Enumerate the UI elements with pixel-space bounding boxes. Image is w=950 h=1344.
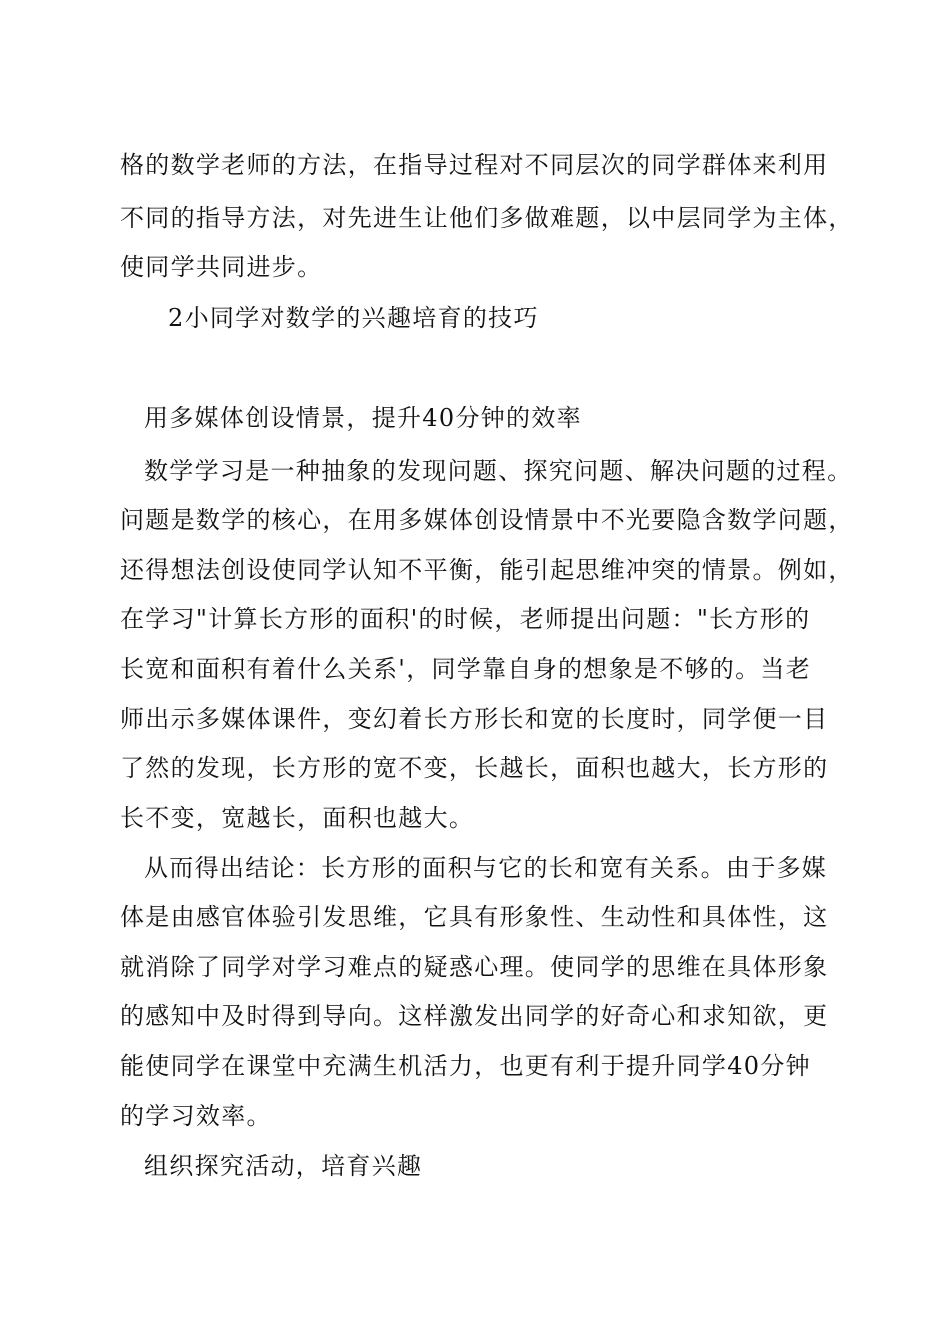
text-line: 长宽和面积有着什么关系'，同学靠自身的想象是不够的。当老 (120, 655, 811, 683)
text-line: 格的数学老师的方法，在指导过程对不同层次的同学群体来利用 (120, 151, 829, 179)
text-line: 了然的发现，长方形的宽不变，长越长，面积也越大，长方形的 (120, 754, 829, 782)
text-line: 从而得出结论：长方形的面积与它的长和宽有关系。由于多媒 (144, 854, 828, 882)
text-line: 就消除了同学对学习难点的疑惑心理。使同学的思维在具体形象 (120, 953, 829, 981)
text-line: 能使同学在课堂中充满生机活力，也更有利于提升同学40分钟 (120, 1052, 811, 1080)
text-line: 长不变，宽越长，面积也越大。 (120, 804, 475, 832)
subheading: 组织探究活动，培育兴趣 (144, 1152, 423, 1180)
subheading: 用多媒体创设情景，提升40分钟的效率 (144, 404, 582, 432)
text-line: 数学学习是一种抽象的发现问题、探究问题、解决问题的过程。 (144, 457, 853, 485)
text-line: 问题是数学的核心，在用多媒体创设情景中不光要隐含数学问题， (120, 506, 854, 534)
section-heading: 2小同学对数学的兴趣培育的技巧 (168, 304, 539, 332)
text-line: 在学习"计算长方形的面积'的时候，老师提出问题："长方形的 (120, 605, 811, 633)
text-line: 使同学共同进步。 (120, 253, 323, 281)
text-line: 师出示多媒体课件，变幻着长方形长和宽的长度时，同学便一目 (120, 705, 829, 733)
text-line: 不同的指导方法，对先进生让他们多做难题，以中层同学为主体， (120, 204, 854, 232)
text-line: 还得想法创设使同学认知不平衡，能引起思维冲突的情景。例如， (120, 556, 854, 584)
text-line: 的学习效率。 (120, 1102, 272, 1130)
text-line: 体是由感官体验引发思维，它具有形象性、生动性和具体性，这 (120, 903, 829, 931)
text-line: 的感知中及时得到导向。这样激发出同学的好奇心和求知欲，更 (120, 1002, 829, 1030)
